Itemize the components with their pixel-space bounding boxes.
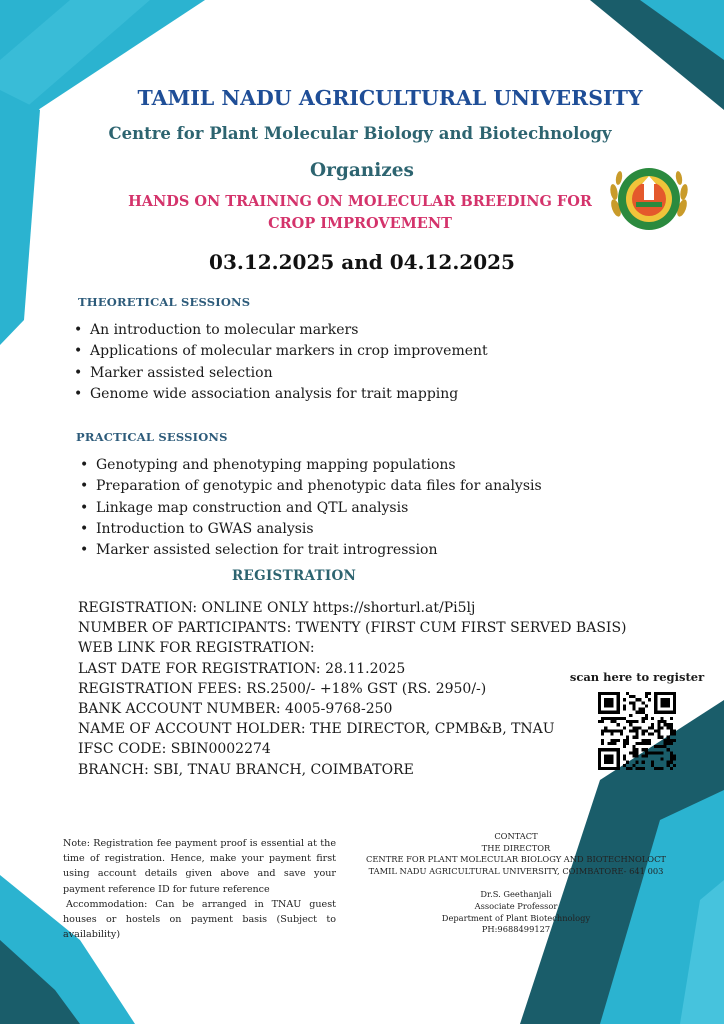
contact-designation: Associate Professor	[474, 900, 558, 911]
registration-heading: REGISTRATION	[232, 568, 357, 584]
list-item: • Preparation of genotypic and phenotypic data files for analysis	[80, 476, 542, 497]
scan-label: scan here to register	[569, 670, 705, 684]
tnau-emblem-icon	[606, 160, 692, 238]
contact-person: Dr.S. Geethanjali	[480, 889, 552, 900]
qr-code-icon[interactable]	[598, 692, 676, 770]
payment-note: Note: Registration fee payment proof is essential at the time of registration. Hence, make your payment first using account details given above and save your payment reference ID for future reference	[63, 838, 336, 895]
training-title-line-1: HANDS ON TRAINING ON MOLECULAR BREEDING FOR	[128, 193, 592, 210]
university-name: TAMIL NADU AGRICULTURAL UNIVERSITY	[137, 86, 643, 110]
practical-sessions-list	[80, 455, 542, 561]
contact-university: TAMIL NADU AGRICULTURAL UNIVERSITY, COIMBATORE- 641 003	[368, 865, 664, 876]
list-item: • An introduction to molecular markers	[74, 320, 488, 341]
contact-phone: PH:9688499127	[481, 924, 551, 935]
bank-account-line: BANK ACCOUNT NUMBER: 4005-9768-250	[78, 701, 393, 718]
note-block	[63, 836, 336, 942]
list-item: • Marker assisted selection	[74, 363, 488, 384]
list-item: • Introduction to GWAS analysis	[80, 519, 542, 540]
last-date-line: LAST DATE FOR REGISTRATION: 28.11.2025	[78, 660, 406, 677]
registration-online-line: REGISTRATION: ONLINE ONLY https://shorturl.at/Pi5lj	[78, 600, 476, 616]
fees-line: REGISTRATION FEES: RS.2500/- +18% GST (RS. 2950/-)	[78, 680, 487, 697]
contact-heading: CONTACT	[494, 831, 538, 841]
theoretical-sessions-list	[74, 320, 488, 405]
list-item: • Applications of molecular markers in crop improvement	[74, 341, 488, 362]
branch-line: BRANCH: SBI, TNAU BRANCH, COIMBATORE	[78, 761, 414, 778]
participants-line: NUMBER OF PARTICIPANTS: TWENTY (FIRST CUM FIRST SERVED BASIS)	[78, 620, 627, 637]
contact-block	[360, 831, 672, 936]
account-holder-line: NAME OF ACCOUNT HOLDER: THE DIRECTOR, CPMB&B, TNAU	[78, 721, 555, 738]
event-dates: 03.12.2025 and 04.12.2025	[209, 250, 515, 274]
list-item: • Linkage map construction and QTL analysis	[80, 498, 542, 519]
contact-department: Department of Plant Biotechnology	[441, 912, 591, 923]
training-title-line-2: CROP IMPROVEMENT	[268, 215, 452, 232]
practical-sessions-heading: PRACTICAL SESSIONS	[76, 430, 228, 444]
list-item: • Genome wide association analysis for trait mapping	[74, 384, 488, 405]
ifsc-line: IFSC CODE: SBIN0002274	[78, 741, 271, 758]
theoretical-sessions-heading: THEORETICAL SESSIONS	[78, 295, 251, 309]
centre-name: Centre for Plant Molecular Biology and Biotechnology	[108, 124, 612, 143]
training-title	[70, 191, 650, 235]
list-item: • Genotyping and phenotyping mapping populations	[80, 455, 542, 476]
accommodation-note: Accommodation: Can be arranged in TNAU guest houses or hostels on payment basis (Subject to availability)	[63, 898, 336, 941]
web-link-line: WEB LINK FOR REGISTRATION:	[78, 640, 315, 657]
registration-details	[78, 598, 627, 780]
contact-title: THE DIRECTOR	[481, 842, 551, 853]
contact-centre: CENTRE FOR PLANT MOLECULAR BIOLOGY AND BIOTECHNOLOCT	[366, 854, 666, 865]
list-item: • Marker assisted selection for trait introgression	[80, 540, 542, 561]
organizes-label: Organizes	[310, 160, 414, 181]
